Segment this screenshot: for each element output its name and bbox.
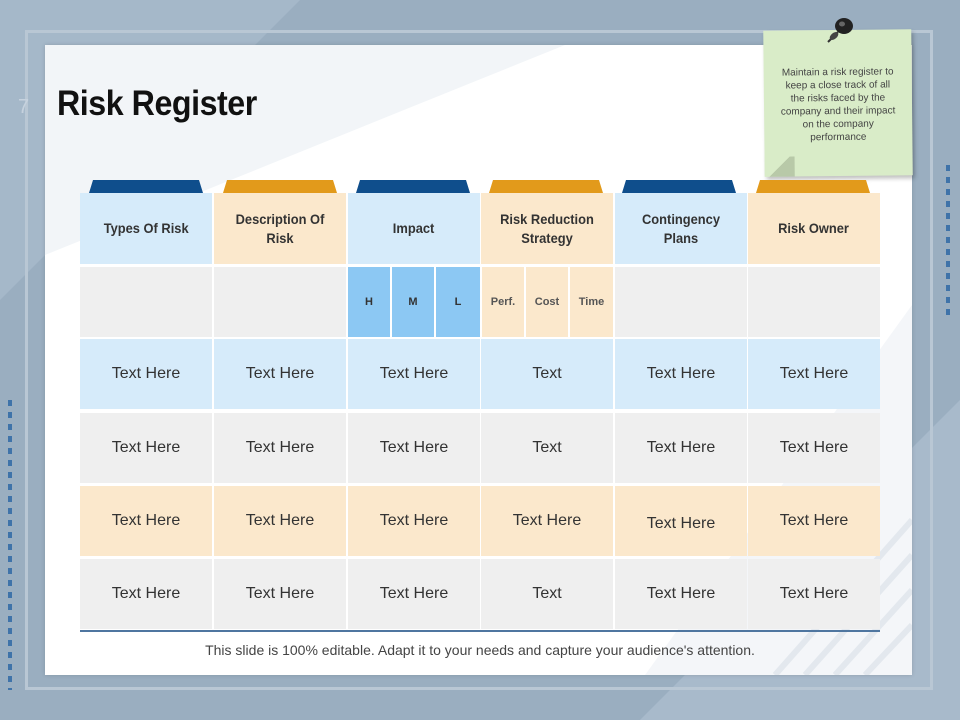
table-cell: Text Here	[615, 413, 747, 483]
table-cell: Text Here	[348, 559, 480, 629]
header-contingency-plans: Contingency Plans	[615, 193, 747, 264]
table-row	[80, 339, 880, 409]
impact-low: L	[436, 267, 480, 337]
table-cell: Text Here	[214, 413, 346, 483]
header-types-of-risk: Types Of Risk	[80, 193, 212, 264]
table-cell: Text	[481, 559, 613, 629]
subheader-empty-cell	[615, 267, 747, 337]
table-cell: Text Here	[80, 559, 212, 629]
strategy-time: Time	[570, 267, 613, 337]
slide-number: 7	[18, 96, 30, 118]
table-row	[80, 413, 880, 483]
footer-caption: This slide is 100% editable. Adapt it to your needs and capture your audience's attention.	[205, 642, 755, 658]
table-cell: Text	[481, 413, 613, 483]
table-cell: Text Here	[615, 559, 747, 629]
table-cell: Text Here	[748, 486, 880, 556]
pushpin-icon	[820, 14, 860, 48]
header-row	[80, 193, 880, 264]
subheader-empty-cell	[80, 267, 212, 337]
impact-medium: M	[392, 267, 434, 337]
table-row	[80, 486, 880, 556]
table-cell: Text Here	[748, 413, 880, 483]
impact-high: H	[348, 267, 390, 337]
table-cell: Text Here	[214, 486, 346, 556]
table-cell: Text Here	[615, 486, 747, 556]
strategy-performance: Perf.	[482, 267, 524, 337]
subheader-row	[80, 267, 880, 337]
table-cell: Text Here	[80, 339, 212, 409]
strategy-cost: Cost	[526, 267, 568, 337]
subheader-empty-cell	[214, 267, 346, 337]
header-risk-reduction-strategy: Risk Reduction Strategy	[481, 193, 613, 264]
header-description-of-risk: Description Of Risk	[214, 193, 346, 264]
table-bottom-border	[80, 630, 880, 632]
sticky-note	[763, 29, 913, 177]
table-cell: Text Here	[748, 559, 880, 629]
table-cell: Text Here	[214, 339, 346, 409]
table-cell: Text Here	[348, 339, 480, 409]
table-cell: Text Here	[214, 559, 346, 629]
table-cell: Text Here	[80, 486, 212, 556]
table-cell: Text	[481, 339, 613, 409]
subheader-empty-cell	[748, 267, 880, 337]
header-impact: Impact	[348, 193, 480, 264]
table-cell: Text Here	[481, 486, 613, 556]
dashed-accent-right	[946, 165, 950, 315]
sticky-note-fold	[765, 156, 795, 176]
header-risk-owner: Risk Owner	[748, 193, 880, 264]
table-row	[80, 559, 880, 629]
table-cell: Text Here	[348, 486, 480, 556]
sticky-note-text: Maintain a risk register to keep a close track of all the risks faced by the company and their impact on the company performance	[780, 66, 896, 144]
table-cell: Text Here	[748, 339, 880, 409]
table-cell: Text Here	[348, 413, 480, 483]
table-cell: Text Here	[80, 413, 212, 483]
table-cell: Text Here	[615, 339, 747, 409]
page-title: Risk Register	[57, 84, 257, 123]
